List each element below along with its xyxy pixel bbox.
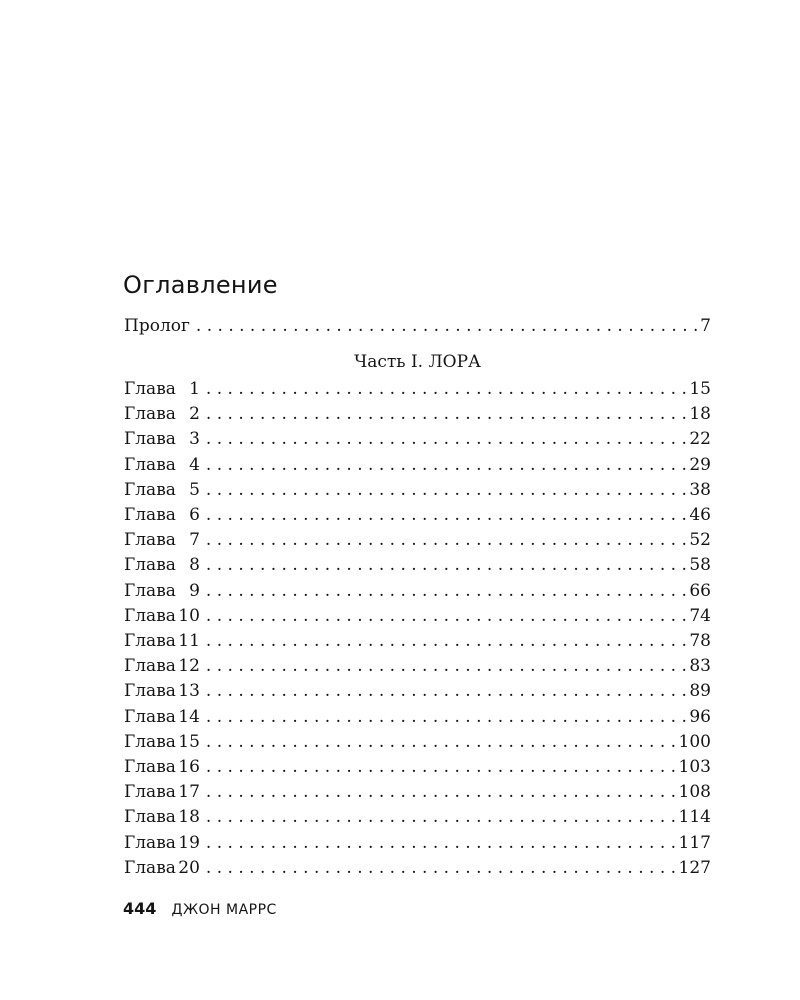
chapter-number: 9 [189,580,200,601]
chapter-page: 38 [689,479,711,500]
chapter-word: Глава [124,505,176,525]
toc-entry-chapter [124,402,711,426]
dot-leader [206,629,687,653]
chapter-number: 15 [178,731,200,752]
chapter-page: 117 [678,832,711,853]
chapter-word: Глава [124,454,176,475]
dot-leader [206,528,687,552]
chapter-word: Глава [124,857,176,878]
chapter-number: 8 [189,555,200,576]
chapter-number: 11 [178,631,200,651]
chapter-word: Глава [124,757,176,777]
chapter-word: Глава [124,379,176,399]
dot-leader [206,377,687,401]
chapter-number: 4 [189,454,200,475]
chapter-number: 3 [189,429,200,450]
chapter-number: 16 [178,757,200,777]
chapter-number: 5 [189,479,200,500]
dot-leader [206,831,677,855]
chapter-number: 6 [189,505,200,525]
dot-leader [206,755,677,779]
toc-entry-chapter [124,604,711,628]
chapter-number: 7 [189,530,200,551]
chapter-page: 100 [678,731,711,752]
dot-leader [206,427,687,451]
toc-heading: Оглавление [123,271,278,299]
dot-leader [206,604,687,628]
chapter-number: 10 [178,605,200,626]
chapter-word: Глава [124,807,176,828]
toc-entry-chapter [124,780,711,804]
chapter-word: Глава [124,555,176,576]
dot-leader [206,654,687,678]
part-title: Часть I. ЛОРА [354,352,481,372]
chapter-page: 58 [689,555,711,576]
chapter-page: 46 [689,505,711,525]
dot-leader [206,503,687,527]
toc-entry-chapter [124,705,711,729]
dot-leader [196,314,698,338]
chapter-page: 114 [678,807,711,828]
chapter-page: 96 [689,706,711,727]
toc-entry-chapter [124,553,711,577]
running-footer [123,897,277,922]
chapter-page: 52 [689,530,711,551]
toc-entry-chapter [124,427,711,451]
dot-leader [206,679,687,703]
page-number: 444 [123,899,157,918]
prologue-page: 7 [700,316,711,336]
chapter-page: 108 [678,782,711,803]
chapter-page: 22 [689,429,711,450]
toc-entry-chapter [124,654,711,678]
chapter-number: 17 [178,782,200,803]
dot-leader [206,402,687,426]
toc-entry-chapter [124,805,711,829]
prologue-label: Пролог [124,316,190,336]
dot-leader [206,453,687,477]
dot-leader [206,579,687,603]
chapter-number: 20 [178,857,200,878]
chapter-page: 66 [689,580,711,601]
toc-entry-prologue [124,314,711,338]
toc-entry-chapter [124,856,711,880]
toc-entry-chapter [124,478,711,502]
chapter-word: Глава [124,681,176,702]
chapter-word: Глава [124,605,176,626]
toc-entry-chapter [124,755,711,779]
chapter-page: 15 [689,379,711,399]
chapter-page: 83 [689,656,711,677]
toc-entry-chapter [124,579,711,603]
dot-leader [206,780,677,804]
chapter-word: Глава [124,429,176,450]
toc-entry-chapter [124,503,711,527]
chapter-word: Глава [124,580,176,601]
chapter-word: Глава [124,404,176,425]
toc-entry-chapter [124,377,711,401]
dot-leader [206,856,677,880]
chapter-number: 14 [178,706,200,727]
chapter-word: Глава [124,731,176,752]
chapter-number: 12 [178,656,200,677]
chapter-number: 18 [178,807,200,828]
chapter-word: Глава [124,782,176,803]
chapter-page: 18 [689,404,711,425]
chapter-page: 74 [689,605,711,626]
chapter-word: Глава [124,530,176,551]
dot-leader [206,553,687,577]
chapter-word: Глава [124,656,176,677]
chapter-word: Глава [124,706,176,727]
chapter-number: 13 [178,681,200,702]
chapter-word: Глава [124,832,176,853]
chapter-word: Глава [124,479,176,500]
chapter-page: 78 [689,631,711,651]
chapter-number: 1 [189,379,200,399]
dot-leader [206,705,687,729]
chapter-page: 127 [678,857,711,878]
toc-entry-chapter [124,629,711,653]
toc-entry-chapter [124,831,711,855]
dot-leader [206,730,677,754]
chapter-page: 89 [689,681,711,702]
toc-entry-chapter [124,730,711,754]
chapter-number: 19 [178,832,200,853]
dot-leader [206,805,677,829]
chapter-number: 2 [189,404,200,425]
dot-leader [206,478,687,502]
toc-entry-chapter [124,453,711,477]
chapter-word: Глава [124,631,176,651]
toc-entry-chapter [124,679,711,703]
running-author: ДЖОН МАРРС [171,902,277,918]
toc-entry-chapter [124,528,711,552]
chapter-page: 29 [689,454,711,475]
chapter-page: 103 [678,757,711,777]
